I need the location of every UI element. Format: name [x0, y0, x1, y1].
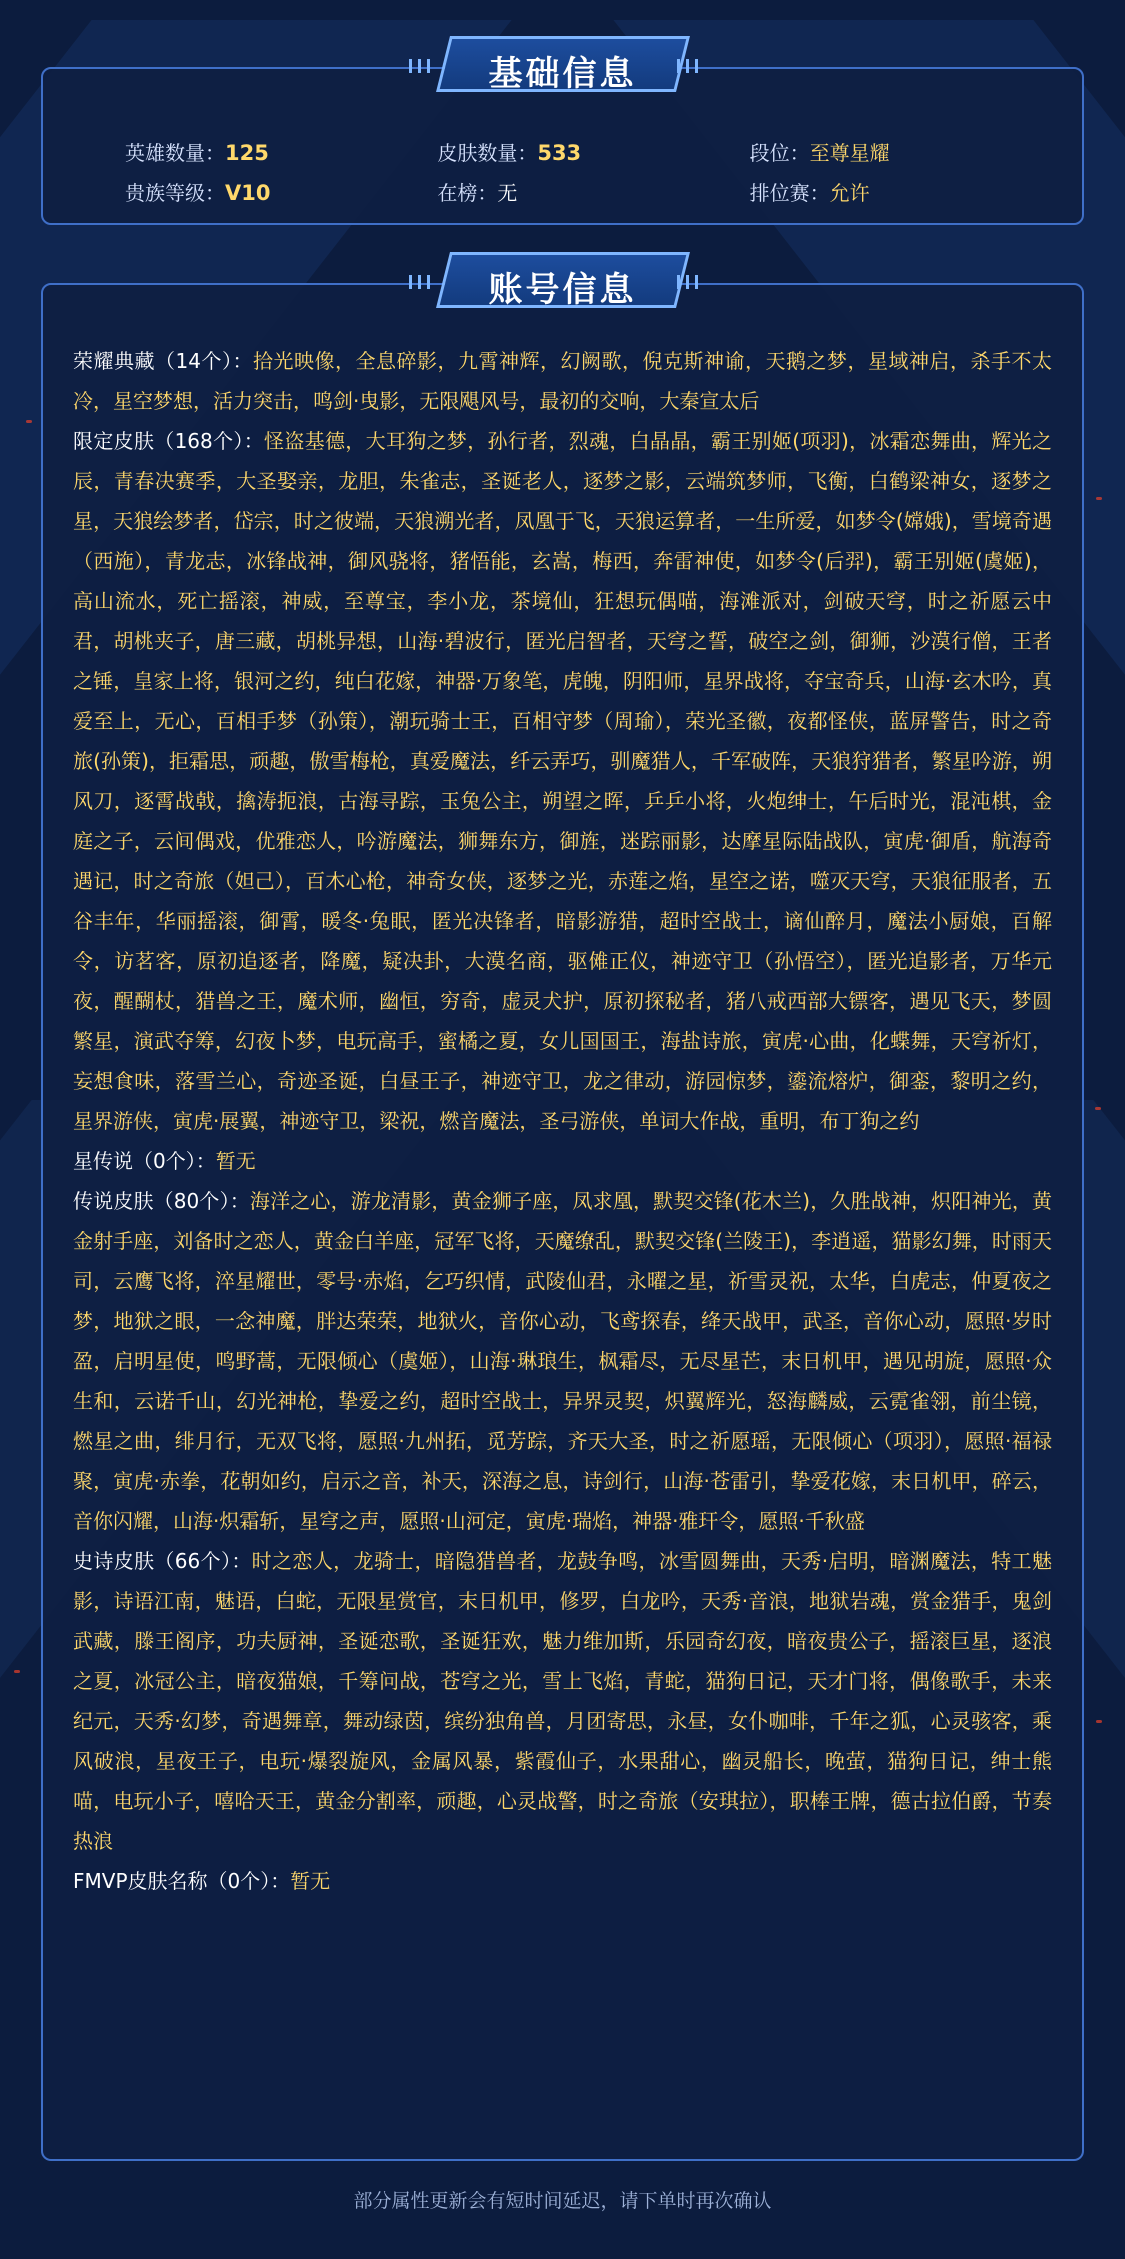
skin-count-label: 皮肤数量： — [437, 140, 538, 165]
header-bars-decoration — [677, 274, 717, 288]
category-items: 怪盗基德，大耳狗之梦，孙行者，烈魂，白晶晶，霸王别姬(项羽)，冰霜恋舞曲，辉光之辰，青春决赛季，大圣娶亲，龙胆，朱雀志，圣诞老人，逐梦之影，云端筑梦师，飞衡，白鹤梁神女，逐梦之星，天狼绘梦者，岱宗，时之彼端，天狼溯光者，凤凰于飞，天狼运算者，一生所爱，如梦令(嫦娥)，雪境奇遇（西施），青龙志，冰锋战神，御风骁将，猪悟能，玄嵩，梅西，奔雷神使，如梦令(后羿)，霸王别姬(虞姬)，高山流水，死亡摇滚，神威，至尊宝，李小龙，茶境仙，狂想玩偶喵，海滩派对，剑破天穹，时之祈愿云中君，胡桃夹子，唐三藏，胡桃异想，山海·碧波行，匿光启智者，天穹之誓，破空之剑，御狮，沙漠行僧，王者之锤，皇家上将，银河之约，纯白花嫁，神器·万象笔，虎魄，阴阳师，星界战将，夺宝奇兵，山海·玄木吟，真爱至上，无心，百相手梦（孙策），潮玩骑士王，百相守梦（周瑜），荣光圣徽，夜都怪侠，蓝屏警告，时之奇旅(孙策)，拒霜思，顽趣，傲雪梅枪，真爱魔法，纤云弄巧，驯魔猎人，千军破阵，天狼狩猎者，繁星吟游，朔风刀，逐霄战戟，擒涛扼浪，古海寻踪，玉兔公主，朔望之晖，乒乒小将，火炮绅士，午后时光，混沌棋，金庭之子，云间偶戏，优雅恋人，吟游魔法，狮舞东方，御旌，迷踪丽影，达摩星际陆战队，寅虎·御盾，航海奇遇记，时之奇旅（妲己），百木心枪，神奇女侠，逐梦之光，赤莲之焰，星空之诺，噬灭天穹，天狼征服者，五谷丰年，华丽摇滚，御霄，暖冬·兔眠，匿光决锋者，暗影游猎，超时空战士，谪仙醉月，魔法小厨娘，百解令，访茗客，原初追逐者，降魔，疑决卦，大漠名商，驱傩正仪，神迹守卫（孙悟空），匿光追影者，万华元夜，醒醐杖，猎兽之王，魔术师，幽恒，穷奇，虚灵犬护，原初探秘者，猪八戒西部大镖客，遇见飞天，梦圆繁星，演武夺筹，幻夜卜梦，电玩高手，蜜橘之夏，女儿国国王，海盐诗旅，寅虎·心曲，化蝶舞，天穹祈灯，妄想食味，落雪兰心，奇迹圣诞，白昼王子，神迹守卫，龙之律动，游园惊梦，鎏流熔炉，御銮，黎明之约，星界游侠，寅虎·展翼，神迹守卫，梁祝，燃音魔法，圣弓游侠，单词大作战，重明，布丁狗之约 — [73, 429, 1052, 1133]
collection-star-legend — [73, 1141, 1052, 1181]
skin-count-value: 533 — [537, 140, 582, 165]
account-info-body — [73, 341, 1052, 1901]
list-value: 无 — [497, 180, 518, 205]
ranked-label: 排位赛： — [749, 180, 830, 205]
category-label: 荣耀典藏（14个）： — [73, 349, 253, 373]
basic-info-grid — [125, 131, 1062, 211]
spark-decoration — [1095, 1107, 1101, 1110]
category-label: 星传说（0个）： — [73, 1149, 216, 1173]
category-items: 拾光映像，全息碎影，九霄神辉，幻阙歌，倪克斯神谕，天鹅之梦，星域神启，杀手不太冷，星空梦想，活力突击，鸣剑·曳影，无限飓风号，最初的交响，大秦宣太后 — [73, 349, 1053, 413]
hero-count-value: 125 — [225, 140, 269, 165]
ranked-match — [750, 177, 1062, 206]
category-label: 史诗皮肤（66个）： — [73, 1549, 252, 1573]
collection-limited — [73, 421, 1052, 1141]
leaderboard — [437, 177, 749, 206]
info-row — [125, 171, 1062, 211]
ranked-value: 允许 — [829, 180, 870, 205]
list-label: 在榜： — [437, 180, 498, 205]
basic-info-title: 基础信息 — [488, 54, 637, 94]
basic-info-header — [403, 36, 723, 96]
category-items: 暂无 — [215, 1149, 256, 1173]
collection-fmvp — [73, 1861, 1052, 1901]
category-items: 海洋之心，游龙清影，黄金狮子座，凤求凰，默契交锋(花木兰)，久胜战神，炽阳神光，黄金射手座，刘备时之恋人，黄金白羊座，冠军飞将，天魔缭乱，默契交锋(兰陵王)，李逍遥，猫影幻舞，时雨天司，云鹰飞将，淬星耀世，零号·赤焰，乞巧织情，武陵仙君，永曜之星，祈雪灵祝，太华，白虎志，仲夏夜之梦，地狱之眼，一念神魔，胖达荣荣，地狱火，音你心动，飞鸢探春，绛天战甲，武圣，音你心动，愿照·岁时盈，启明星使，鸣野蒿，无限倾心（虞姬），山海·琳琅生，枫霜尽，无尽星芒，末日机甲，遇见胡旋，愿照·众生和，云诺千山，幻光神枪，挚爱之约，超时空战士，异界灵契，炽翼辉光，怒海麟威，云霓雀翎，前尘镜，燃星之曲，绯月行，无双飞将，愿照·九州拓，觅芳踪，齐天大圣，时之祈愿瑶，无限倾心（项羽），愿照·福禄聚，寅虎·赤拳，花朝如约，启示之音，补天，深海之息，诗剑行，山海·苍雷引，挚爱花嫁，末日机甲，碎云，音你闪耀，山海·炽霜斩，星穹之声，愿照·山河定，寅虎·瑞焰，神器·雅玕令，愿照·千秋盛 — [73, 1189, 1053, 1533]
spark-decoration — [26, 420, 32, 423]
noble-label: 贵族等级： — [125, 180, 225, 205]
category-items: 暂无 — [290, 1869, 331, 1893]
account-info-panel — [41, 283, 1084, 2161]
noble-value: V10 — [225, 180, 271, 205]
account-info-title: 账号信息 — [488, 270, 637, 310]
category-label: FMVP皮肤名称（0个）： — [73, 1869, 291, 1893]
rank — [750, 137, 1062, 166]
noble-level — [125, 177, 437, 206]
footer-note: 部分属性更新会有短时间延迟，请下单时再次确认 — [353, 2190, 772, 2212]
hero-count-label: 英雄数量： — [125, 140, 225, 165]
info-row — [125, 131, 1062, 171]
spark-decoration — [1096, 1720, 1102, 1723]
header-bars-decoration — [677, 58, 717, 72]
spark-decoration — [1096, 497, 1102, 500]
collection-epic — [73, 1541, 1052, 1861]
rank-value: 至尊星耀 — [809, 140, 890, 165]
spark-decoration — [14, 1670, 20, 1673]
skin-count — [437, 137, 749, 166]
account-info-header — [403, 252, 723, 312]
category-label: 限定皮肤（168个）： — [73, 429, 265, 453]
rank-label: 段位： — [749, 140, 810, 165]
hero-count — [125, 137, 437, 166]
category-label: 传说皮肤（80个）： — [73, 1189, 250, 1213]
collection-glory — [73, 341, 1052, 421]
category-items: 时之恋人，龙骑士，暗隐猎兽者，龙鼓争鸣，冰雪圆舞曲，天秀·启明，暗渊魔法，特工魅影，诗语江南，魅语，白蛇，无限星赏官，末日机甲，修罗，白龙吟，天秀·音浪，地狱岩魂，赏金猎手，鬼剑武藏，滕王阁序，功夫厨神，圣诞恋歌，圣诞狂欢，魅力维加斯，乐园奇幻夜，暗夜贵公子，摇滚巨星，逐浪之夏，冰冠公主，暗夜猫娘，千筹问战，苍穹之光，雪上飞焰，青蛇，猫狗日记，天才门将，偶像歌手，未来纪元，天秀·幻梦，奇遇舞章，舞动绿茵，缤纷独角兽，月团寄思，永昼，女仆咖啡，千年之狐，心灵骇客，乘风破浪，星夜王子，电玩·爆裂旋风，金属风暴，紫霞仙子，水果甜心，幽灵船长，晚萤，猫狗日记，绅士熊喵，电玩小子，嘻哈天王，黄金分割率，顽趣，心灵战警，时之奇旅（安琪拉），职棒王牌，德古拉伯爵，节奏热浪 — [73, 1549, 1052, 1853]
collection-legend — [73, 1181, 1052, 1541]
